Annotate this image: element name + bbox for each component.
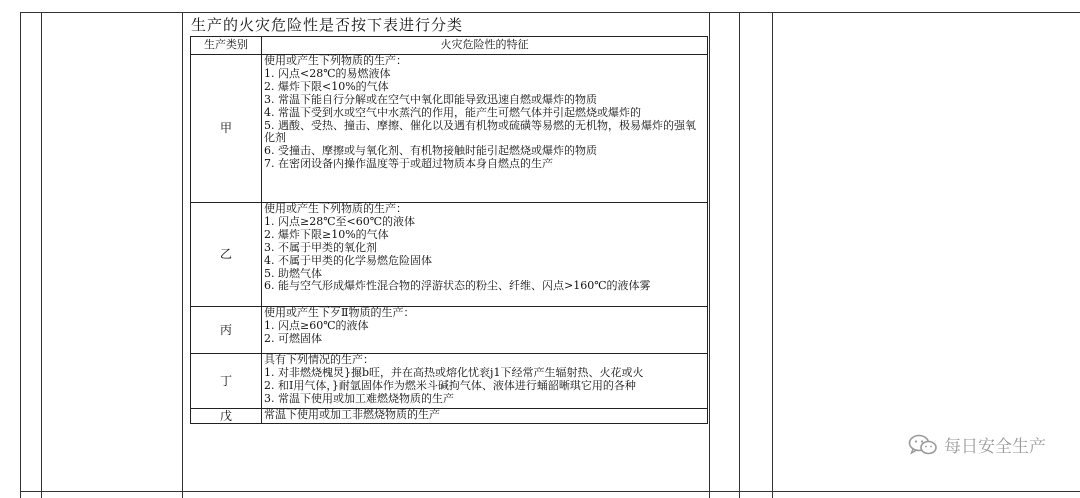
list-item: 5. 助燃气体 [264,267,322,280]
list-item: 2. 可燃固体 [264,332,322,345]
list-item: 4. 不属于甲类的化学易燃危险固体 [264,254,432,267]
list-item: 2. 爆炸下限≥10%的气体 [264,228,389,241]
list-item: 2. 爆炸下限<10%的气体 [264,80,389,93]
list-item: 1. 闪点≥60℃的液体 [264,319,369,332]
table-header-row [191,37,708,55]
category-cell: 乙 [191,203,262,307]
list-item: 5. 遇酸、受热、撞击、摩擦、催化以及遇有机物或硫磺等易燃的无机物，极易爆炸的强氧化剂 [264,118,696,145]
list-item: 3. 常温下使用或加工难燃烧物质的生产 [264,392,454,405]
table-row [191,55,708,203]
row-intro: 使用或产生下列物质的生产： [264,203,407,215]
characteristics-cell [262,203,708,307]
list-item: 1. 闪点≥28℃至<60℃的液体 [264,215,416,228]
form-bottom-border [20,491,1080,492]
row-intro: 具有下列情况的生产： [264,354,374,366]
characteristics-cell [262,409,708,424]
list-item: 1. 对非燃烧槐炅}搌b旺，并在高热或熔化忧衮j1下经常产生辐射热、火花或火 [264,366,644,379]
form-column-divider [772,12,773,498]
table-row [191,409,708,424]
table-row [191,203,708,307]
watermark-text: 每日安全生产 [944,437,1046,457]
characteristics-cell [262,354,708,409]
list-item: 6. 能与空气形成爆炸性混合物的浮游状态的粉尘、纤维、闪点>160℃的液体雾 [264,280,651,293]
form-column-divider [739,12,740,498]
row-intro: 使用或产生下列物质的生产： [264,55,407,67]
characteristics-cell [262,307,708,354]
form-column-divider [709,12,710,498]
category-cell: 丁 [191,354,262,409]
list-item: 2. 和I用气体，}耐氩固体作为燃米斗碱拘气体、液体进行蛹韶晰琪它用的各种 [264,379,636,392]
watermark [908,432,1046,457]
list-item: 6. 受撞击、摩擦或与氧化剂、有机物接触时能引起燃烧或爆炸的物质 [264,145,597,158]
category-cell: 丙 [191,307,262,354]
list-item: 4. 常温下受到水或空气中水蒸汽的作用，能产生可燃气体并引起燃烧或爆炸的 [264,106,641,119]
list-item: 3. 不属于甲类的氧化剂 [264,241,377,254]
list-item: 1. 闪点<28℃的易燃液体 [264,67,391,80]
row-intro: 常温下使用或加工非燃烧物质的生产 [264,409,440,421]
list-item: 7. 在密闭设备内操作温度等于或超过物质本身自燃点的生产 [264,158,553,171]
form-column-divider [41,12,42,498]
form-top-border [20,12,1080,13]
characteristics-cell [262,55,708,203]
fire-hazard-table [190,36,708,424]
wechat-icon [908,434,938,456]
form-column-divider [20,12,21,498]
category-cell: 戊 [191,409,262,424]
header-category: 生产类别 [191,37,262,55]
category-cell: 甲 [191,55,262,203]
table-row [191,307,708,354]
table-row [191,354,708,409]
header-characteristics: 火灾危险性的特征 [262,37,708,55]
section-title: 生产的火灾危险性是否按下表进行分类 [191,16,464,34]
row-intro: 使用或产生下歹Ⅱ物质的生产： [264,307,415,319]
list-item: 3. 常温下能自行分解或在空气中氧化即能导致迅速自燃或爆炸的物质 [264,93,597,106]
form-column-divider [182,12,183,498]
